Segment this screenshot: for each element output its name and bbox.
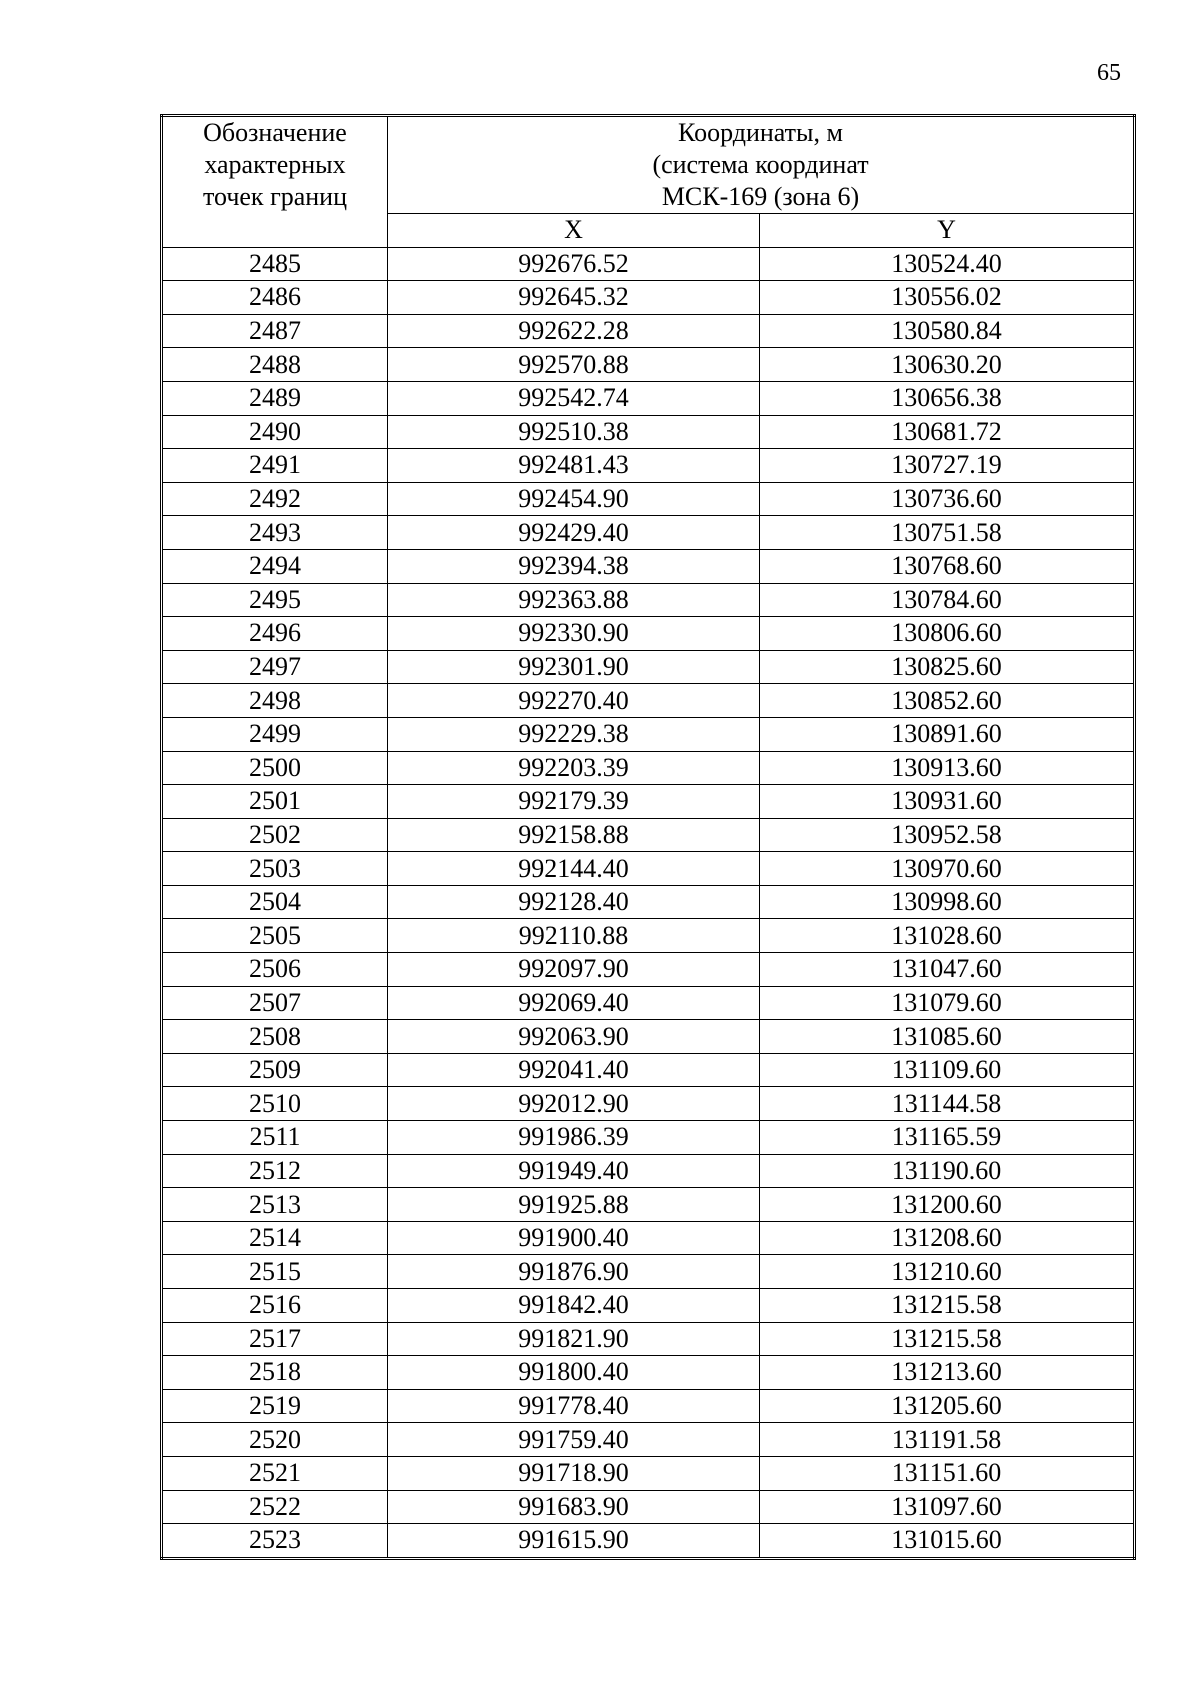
y-coordinate-cell: 130768.60 <box>760 549 1135 583</box>
point-cell: 2508 <box>162 1020 388 1054</box>
y-coordinate-cell: 130806.60 <box>760 617 1135 651</box>
y-coordinate-cell: 130952.58 <box>760 818 1135 852</box>
x-coordinate-cell: 992429.40 <box>388 516 760 550</box>
y-coordinate-cell: 131210.60 <box>760 1255 1135 1289</box>
x-coordinate-cell: 992330.90 <box>388 617 760 651</box>
y-coordinate-cell: 131097.60 <box>760 1490 1135 1524</box>
table-row <box>162 1389 1135 1423</box>
x-coordinate-cell: 991718.90 <box>388 1456 760 1490</box>
y-coordinate-cell: 130931.60 <box>760 785 1135 819</box>
point-cell: 2519 <box>162 1389 388 1423</box>
point-cell: 2498 <box>162 684 388 718</box>
table-row <box>162 785 1135 819</box>
x-coordinate-cell: 992229.38 <box>388 717 760 751</box>
y-coordinate-cell: 131015.60 <box>760 1524 1135 1559</box>
table-row <box>162 1356 1135 1390</box>
point-cell: 2503 <box>162 852 388 886</box>
point-cell: 2487 <box>162 314 388 348</box>
x-coordinate-cell: 992363.88 <box>388 583 760 617</box>
x-coordinate-cell: 992069.40 <box>388 986 760 1020</box>
x-coordinate-cell: 992158.88 <box>388 818 760 852</box>
point-cell: 2505 <box>162 919 388 953</box>
table-row <box>162 1154 1135 1188</box>
y-coordinate-cell: 131109.60 <box>760 1053 1135 1087</box>
table-row <box>162 751 1135 785</box>
table-row <box>162 583 1135 617</box>
y-coordinate-cell: 131079.60 <box>760 986 1135 1020</box>
x-coordinate-cell: 991778.40 <box>388 1389 760 1423</box>
table-row <box>162 1322 1135 1356</box>
table-row <box>162 281 1135 315</box>
x-coordinate-cell: 992301.90 <box>388 650 760 684</box>
point-cell: 2485 <box>162 247 388 281</box>
table-body <box>162 247 1135 1558</box>
x-coordinate-cell: 992676.52 <box>388 247 760 281</box>
coordinates-header <box>388 116 1135 214</box>
table-row <box>162 1490 1135 1524</box>
y-coordinate-cell: 130736.60 <box>760 482 1135 516</box>
table-header-row <box>162 116 1135 214</box>
point-cell: 2495 <box>162 583 388 617</box>
point-header-line: точек границ <box>202 182 348 211</box>
table-row <box>162 415 1135 449</box>
table-row <box>162 617 1135 651</box>
point-cell: 2501 <box>162 785 388 819</box>
y-coordinate-cell: 130891.60 <box>760 717 1135 751</box>
point-cell: 2513 <box>162 1188 388 1222</box>
table-row <box>162 516 1135 550</box>
table-row <box>162 1121 1135 1155</box>
table-row <box>162 919 1135 953</box>
point-cell: 2486 <box>162 281 388 315</box>
table-row <box>162 1053 1135 1087</box>
x-coordinate-cell: 991876.90 <box>388 1255 760 1289</box>
x-coordinate-cell: 992179.39 <box>388 785 760 819</box>
x-coordinate-cell: 992041.40 <box>388 1053 760 1087</box>
x-coordinate-cell: 992144.40 <box>388 852 760 886</box>
x-coordinate-cell: 992128.40 <box>388 885 760 919</box>
point-cell: 2490 <box>162 415 388 449</box>
table-row <box>162 449 1135 483</box>
y-coordinate-cell: 131151.60 <box>760 1456 1135 1490</box>
point-cell: 2494 <box>162 549 388 583</box>
point-cell: 2504 <box>162 885 388 919</box>
y-coordinate-cell: 130656.38 <box>760 381 1135 415</box>
point-cell: 2514 <box>162 1221 388 1255</box>
table-row <box>162 1188 1135 1222</box>
y-coordinate-cell: 130727.19 <box>760 449 1135 483</box>
y-coordinate-cell: 130825.60 <box>760 650 1135 684</box>
table-row <box>162 953 1135 987</box>
x-axis-header: X <box>388 214 760 248</box>
table-row <box>162 717 1135 751</box>
y-coordinate-cell: 130580.84 <box>760 314 1135 348</box>
point-cell: 2496 <box>162 617 388 651</box>
y-coordinate-cell: 131200.60 <box>760 1188 1135 1222</box>
point-cell: 2492 <box>162 482 388 516</box>
y-coordinate-cell: 130913.60 <box>760 751 1135 785</box>
y-coordinate-cell: 131028.60 <box>760 919 1135 953</box>
y-coordinate-cell: 131208.60 <box>760 1221 1135 1255</box>
x-coordinate-cell: 991949.40 <box>388 1154 760 1188</box>
point-cell: 2515 <box>162 1255 388 1289</box>
x-coordinate-cell: 991842.40 <box>388 1289 760 1323</box>
point-cell: 2497 <box>162 650 388 684</box>
table-row <box>162 650 1135 684</box>
x-coordinate-cell: 992270.40 <box>388 684 760 718</box>
point-cell: 2509 <box>162 1053 388 1087</box>
y-coordinate-cell: 130681.72 <box>760 415 1135 449</box>
table-row <box>162 381 1135 415</box>
point-designation-header <box>162 116 388 248</box>
y-coordinate-cell: 131165.59 <box>760 1121 1135 1155</box>
table-row <box>162 314 1135 348</box>
y-coordinate-cell: 131144.58 <box>760 1087 1135 1121</box>
y-coordinate-cell: 130852.60 <box>760 684 1135 718</box>
y-coordinate-cell: 131191.58 <box>760 1423 1135 1457</box>
point-cell: 2518 <box>162 1356 388 1390</box>
table-row <box>162 818 1135 852</box>
x-coordinate-cell: 992481.43 <box>388 449 760 483</box>
y-coordinate-cell: 130630.20 <box>760 348 1135 382</box>
table-row <box>162 852 1135 886</box>
table-row <box>162 1087 1135 1121</box>
table-row <box>162 1221 1135 1255</box>
y-coordinate-cell: 131213.60 <box>760 1356 1135 1390</box>
x-coordinate-cell: 992570.88 <box>388 348 760 382</box>
point-cell: 2489 <box>162 381 388 415</box>
x-coordinate-cell: 991615.90 <box>388 1524 760 1559</box>
table-row <box>162 482 1135 516</box>
point-cell: 2510 <box>162 1087 388 1121</box>
table-row <box>162 1020 1135 1054</box>
page-number: 65 <box>1097 60 1121 86</box>
table-row <box>162 247 1135 281</box>
point-cell: 2500 <box>162 751 388 785</box>
x-coordinate-cell: 992454.90 <box>388 482 760 516</box>
table-row <box>162 885 1135 919</box>
coords-header-line: (система координат <box>652 150 869 179</box>
point-header-line: характерных <box>204 150 346 179</box>
point-cell: 2491 <box>162 449 388 483</box>
y-coordinate-cell: 130784.60 <box>760 583 1135 617</box>
y-coordinate-cell: 130556.02 <box>760 281 1135 315</box>
x-coordinate-cell: 992645.32 <box>388 281 760 315</box>
y-coordinate-cell: 131215.58 <box>760 1289 1135 1323</box>
table-row <box>162 986 1135 1020</box>
coordinates-table <box>160 114 1136 1560</box>
x-coordinate-cell: 991821.90 <box>388 1322 760 1356</box>
point-cell: 2493 <box>162 516 388 550</box>
y-axis-header: Y <box>760 214 1135 248</box>
table-row <box>162 1289 1135 1323</box>
x-coordinate-cell: 992110.88 <box>388 919 760 953</box>
y-coordinate-cell: 131047.60 <box>760 953 1135 987</box>
point-cell: 2522 <box>162 1490 388 1524</box>
point-cell: 2488 <box>162 348 388 382</box>
coords-header-line: МСК-169 (зона 6) <box>661 182 860 211</box>
x-coordinate-cell: 991900.40 <box>388 1221 760 1255</box>
y-coordinate-cell: 130998.60 <box>760 885 1135 919</box>
point-cell: 2507 <box>162 986 388 1020</box>
table-row <box>162 1524 1135 1559</box>
x-coordinate-cell: 992097.90 <box>388 953 760 987</box>
point-cell: 2506 <box>162 953 388 987</box>
point-cell: 2521 <box>162 1456 388 1490</box>
point-cell: 2520 <box>162 1423 388 1457</box>
y-coordinate-cell: 130970.60 <box>760 852 1135 886</box>
point-header-line: Обозначение <box>203 118 347 147</box>
x-coordinate-cell: 991800.40 <box>388 1356 760 1390</box>
x-coordinate-cell: 991986.39 <box>388 1121 760 1155</box>
y-coordinate-cell: 130751.58 <box>760 516 1135 550</box>
table-row <box>162 1456 1135 1490</box>
x-coordinate-cell: 991683.90 <box>388 1490 760 1524</box>
x-coordinate-cell: 992063.90 <box>388 1020 760 1054</box>
x-coordinate-cell: 992012.90 <box>388 1087 760 1121</box>
table-row <box>162 1255 1135 1289</box>
table-row <box>162 1423 1135 1457</box>
y-coordinate-cell: 131085.60 <box>760 1020 1135 1054</box>
y-coordinate-cell: 131205.60 <box>760 1389 1135 1423</box>
y-coordinate-cell: 131215.58 <box>760 1322 1135 1356</box>
coords-header-line: Координаты, м <box>678 118 843 147</box>
table-row <box>162 348 1135 382</box>
table-row <box>162 549 1135 583</box>
x-coordinate-cell: 991759.40 <box>388 1423 760 1457</box>
point-cell: 2511 <box>162 1121 388 1155</box>
point-cell: 2523 <box>162 1524 388 1559</box>
point-cell: 2516 <box>162 1289 388 1323</box>
point-cell: 2499 <box>162 717 388 751</box>
x-coordinate-cell: 992510.38 <box>388 415 760 449</box>
point-cell: 2512 <box>162 1154 388 1188</box>
y-coordinate-cell: 130524.40 <box>760 247 1135 281</box>
x-coordinate-cell: 992203.39 <box>388 751 760 785</box>
y-coordinate-cell: 131190.60 <box>760 1154 1135 1188</box>
point-cell: 2502 <box>162 818 388 852</box>
table-row <box>162 684 1135 718</box>
x-coordinate-cell: 992542.74 <box>388 381 760 415</box>
point-cell: 2517 <box>162 1322 388 1356</box>
x-coordinate-cell: 991925.88 <box>388 1188 760 1222</box>
x-coordinate-cell: 992622.28 <box>388 314 760 348</box>
x-coordinate-cell: 992394.38 <box>388 549 760 583</box>
